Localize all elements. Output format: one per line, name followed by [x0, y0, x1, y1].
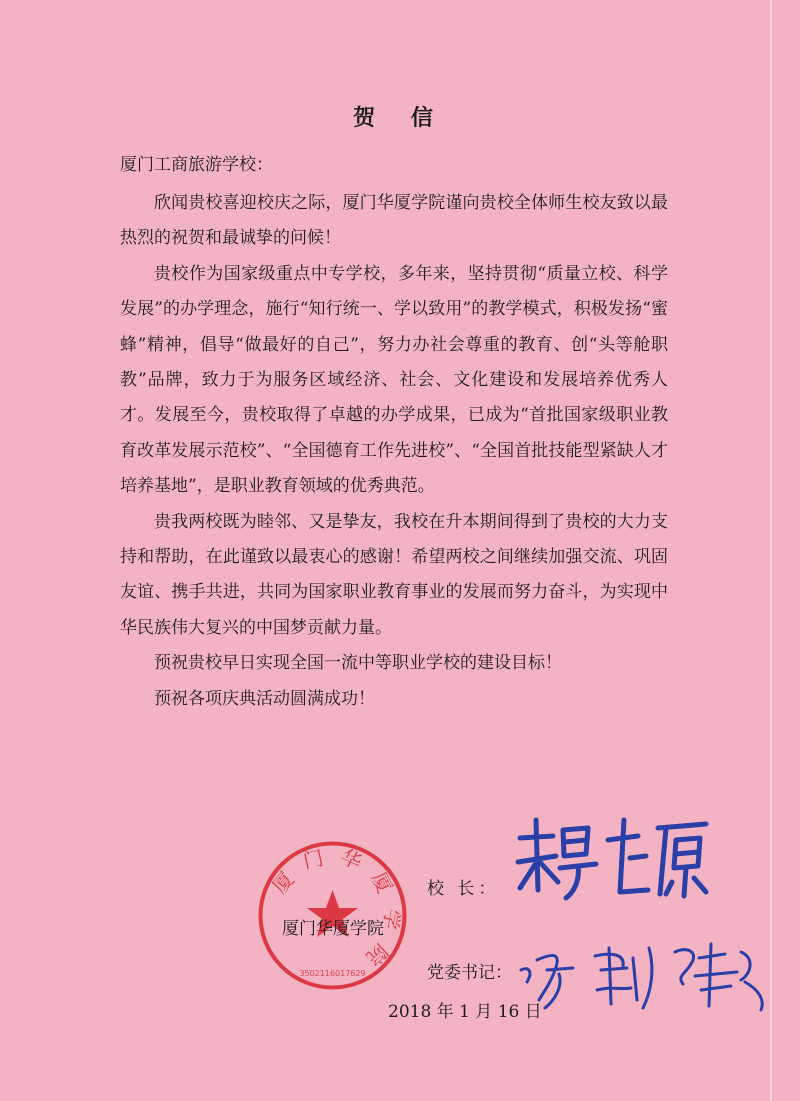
- salutation: 厦门工商旅游学校：: [120, 155, 273, 175]
- seal-org-name: 厦门华厦学院: [282, 919, 384, 939]
- paragraph-friendship: 贵我两校既为睦邻、又是挚友，我校在升本期间得到了贵校的大力支持和帮助，在此谨致以最衷心的感谢！希望两校之间继续加强交流、巩固友谊、携手共进，共同为国家职业教育事业的发展而努力奋斗，为实现中华民族伟大复兴的中国梦贡献力量。: [120, 511, 668, 638]
- wish-celebration: 预祝各项庆典活动圆满成功！: [154, 688, 375, 709]
- paragraph-greeting: 欣闻贵校喜迎校庆之际，厦门华厦学院谨向贵校全体师生校友致以最热烈的祝贺和最诚挚的问候！: [120, 193, 668, 249]
- seal-code: 3502116017629: [299, 969, 366, 978]
- paragraph-achievements: 贵校作为国家级重点中专学校，多年来，坚持贯彻“质量立校、科学发展”的办学理念，施行“知行统一、学以致用”的教学模式，积极发扬“蜜蜂”精神，倡导“做最好的自己”，努力办社会尊重的教育、创“头等舱职教”品牌，致力于为服务区域经济、社会、文化建设和发展培养优秀人才。发展至今，贵校取得了卓越的办学成果，已成为“首批国家级职业教育改革发展示范校”、“全国德育工作先进校”、“全国首批技能型紧缺人才培养基地”，是职业教育领域的优秀典范。: [120, 263, 668, 497]
- wish-goal: 预祝贵校早日实现全国一流中等职业学校的建设目标！: [154, 653, 562, 674]
- president-signature: [508, 810, 718, 905]
- party-secretary-label: 党委书记：: [427, 963, 512, 983]
- letter-title: 贺 信: [353, 105, 447, 131]
- party-secretary-signature: [515, 930, 775, 1015]
- letter-body: [120, 186, 668, 717]
- president-label: 校 长：: [427, 879, 500, 899]
- seal-ring-text: 厦门华厦学院: [267, 842, 406, 980]
- letter-date: 2018 年 1 月 16 日: [388, 1002, 542, 1022]
